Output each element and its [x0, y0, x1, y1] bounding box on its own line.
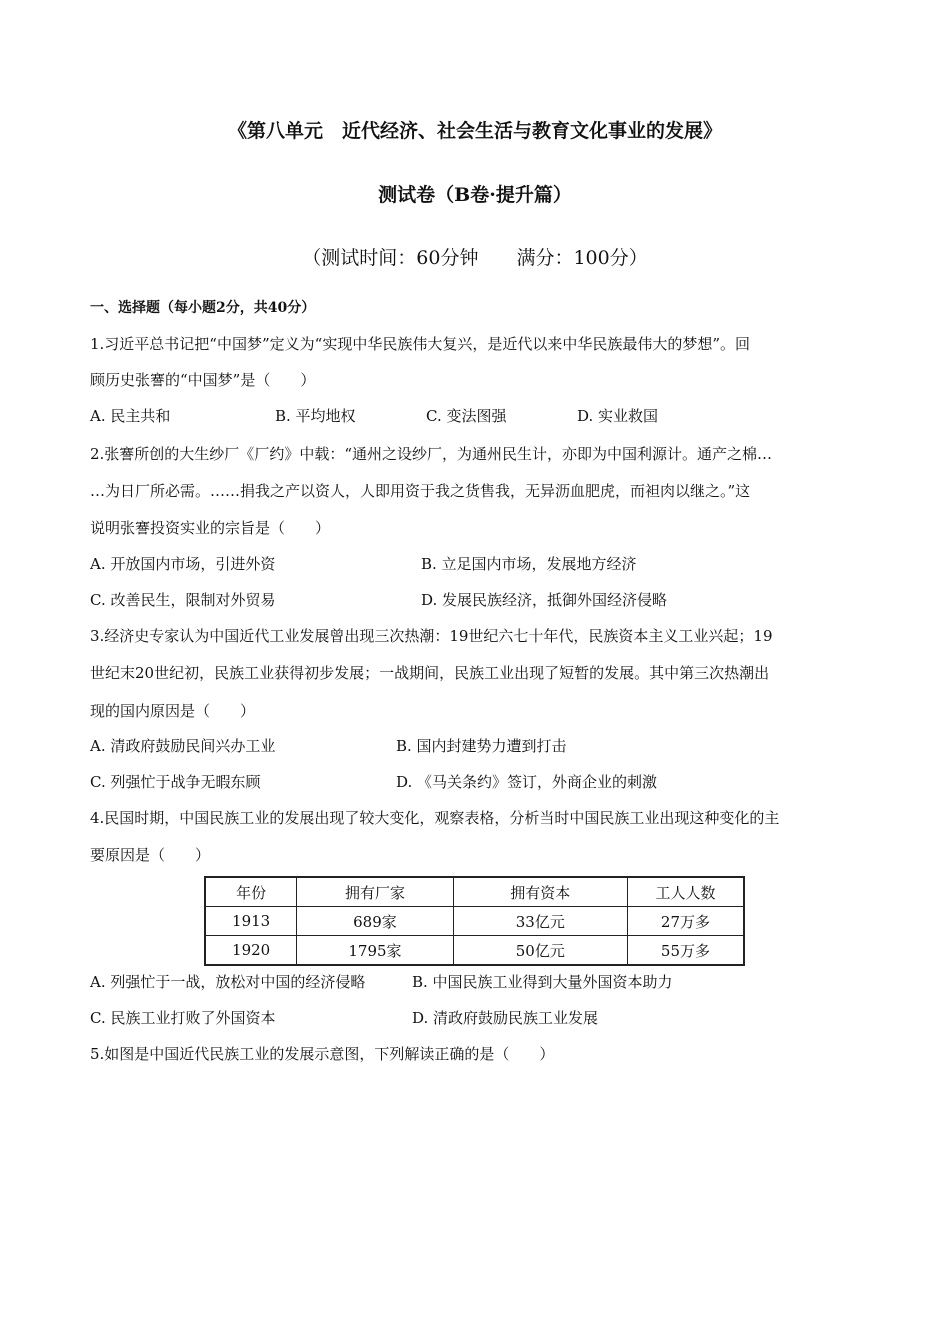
- question-2-line-3: 说明张謇投资实业的宗旨是（ ）: [90, 519, 331, 537]
- question-1-option-b: B. 平均地权: [275, 407, 356, 425]
- table-cell: 27万多: [627, 907, 744, 936]
- table-header-cell: 拥有厂家: [297, 877, 453, 907]
- question-1-option-a: A. 民主共和: [90, 407, 171, 425]
- table-header-row: [205, 877, 744, 907]
- question-5-line-1: 5.如图是中国近代民族工业的发展示意图，下列解读正确的是（ ）: [90, 1045, 555, 1063]
- question-2-option-c: C. 改善民生，限制对外贸易: [90, 591, 276, 609]
- question-4-option-b: B. 中国民族工业得到大量外国资本助力: [412, 973, 673, 991]
- section-heading: 一、选择题（每小题2分，共40分）: [90, 300, 316, 316]
- question-4-option-a: A. 列强忙于一战，放松对中国的经济侵略: [90, 973, 366, 991]
- question-2-line-1: 2.张謇所创的大生纱厂《厂约》中载：“通州之设纱厂，为通州民生计，亦即为中国利源计。通产之棉…: [90, 445, 772, 463]
- question-3-line-1: 3.经济史专家认为中国近代工业发展曾出现三次热潮：19世纪六七十年代，民族资本主义工业兴起；19: [90, 627, 773, 645]
- question-4-option-c: C. 民族工业打败了外国资本: [90, 1009, 276, 1027]
- table-cell: 689家: [297, 907, 453, 936]
- question-3-line-3: 现的国内原因是（ ）: [90, 702, 256, 720]
- question-3-line-2: 世纪末20世纪初，民族工业获得初步发展；一战期间，民族工业出现了短暂的发展。其中第三次热潮出: [90, 664, 770, 682]
- question-3-option-c: C. 列强忙于战争无暇东顾: [90, 773, 261, 791]
- question-2-option-a: A. 开放国内市场，引进外资: [90, 555, 276, 573]
- question-3-option-a: A. 清政府鼓励民间兴办工业: [90, 737, 276, 755]
- document-title: 《第八单元 近代经济、社会生活与教育文化事业的发展》: [227, 120, 722, 142]
- table-cell: 1795家: [297, 936, 453, 966]
- question-1-option-c: C. 变法图强: [426, 407, 507, 425]
- question-1-line-2: 顾历史张謇的“中国梦”是（ ）: [90, 371, 316, 389]
- table-cell: 1913: [205, 907, 297, 936]
- table-cell: 1920: [205, 936, 297, 966]
- table-cell: 33亿元: [453, 907, 627, 936]
- table-cell: 50亿元: [453, 936, 627, 966]
- question-2-option-d: D. 发展民族经济，抵御外国经济侵略: [421, 591, 668, 609]
- industry-stats-table: [204, 876, 745, 966]
- question-2-option-b: B. 立足国内市场，发展地方经济: [421, 555, 637, 573]
- question-1-line-1: 1.习近平总书记把“中国梦”定义为“实现中华民族伟大复兴，是近代以来中华民族最伟大的梦想”。回: [90, 335, 750, 353]
- table-header-cell: 年份: [205, 877, 297, 907]
- question-4-option-d: D. 清政府鼓励民族工业发展: [412, 1009, 599, 1027]
- question-1-option-d: D. 实业救国: [577, 407, 659, 425]
- table-row: [205, 907, 744, 936]
- question-3-option-b: B. 国内封建势力遭到打击: [396, 737, 567, 755]
- table-row: [205, 936, 744, 966]
- table-header-cell: 工人人数: [627, 877, 744, 907]
- question-3-option-d: D. 《马关条约》签订，外商企业的刺激: [396, 773, 658, 791]
- table-cell: 55万多: [627, 936, 744, 966]
- question-4-line-1: 4.民国时期，中国民族工业的发展出现了较大变化，观察表格，分析当时中国民族工业出现这种变化的主: [90, 809, 780, 827]
- question-4-line-2: 要原因是（ ）: [90, 846, 211, 864]
- table-header-cell: 拥有资本: [453, 877, 627, 907]
- question-2-line-2: …为日厂所必需。……捐我之产以资人，人即用资于我之货售我，无异沥血肥虎，而袒肉以继之。”这: [90, 482, 751, 500]
- document-subtitle: 测试卷（B卷·提升篇）: [378, 184, 572, 206]
- test-meta: （测试时间：60分钟 满分：100分）: [302, 247, 648, 269]
